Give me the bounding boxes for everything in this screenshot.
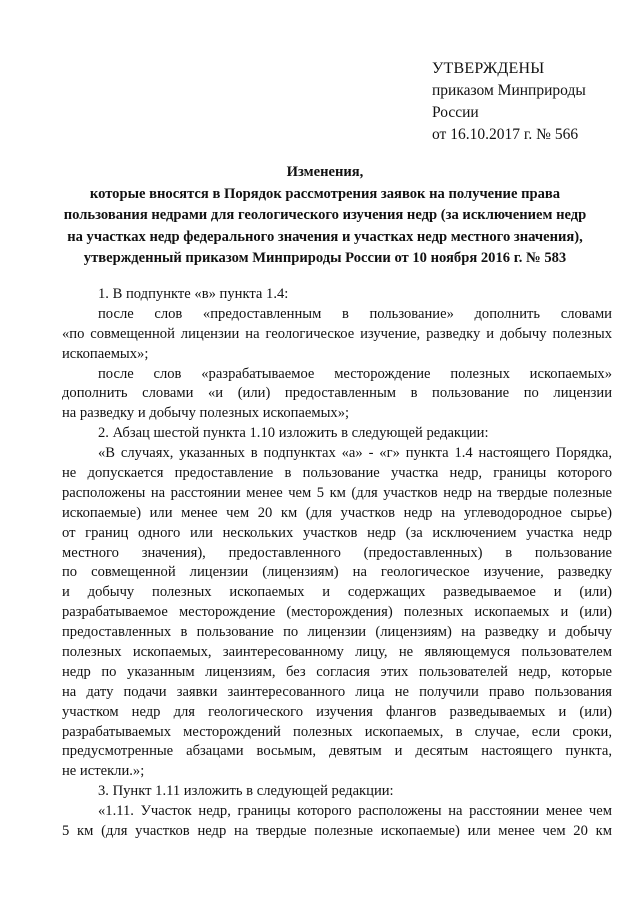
body-line: и добычу полезных ископаемых и содержащих разведываемое и (или) xyxy=(62,584,612,601)
document-title xyxy=(40,162,610,270)
body-line: не допускается предоставление в пользование участка недр, границы которого xyxy=(62,465,612,482)
body-line: полезных ископаемых, заинтересованному лицу, не являющемуся пользователем xyxy=(62,644,612,661)
body-line: 1. В подпункте «в» пункта 1.4: xyxy=(98,286,289,302)
title-line: Изменения, xyxy=(286,164,364,180)
body-line: ископаемых»; xyxy=(62,345,149,362)
body-line: «по совмещенной лицензии на геологическое изучение, разведку и добычу полезных xyxy=(62,325,612,342)
title-line: которые вносятся в Порядок рассмотрения заявок на получение права xyxy=(89,185,561,202)
body-line: местного значения), предоставленного (предоставленных) в пользование xyxy=(62,544,612,561)
title-line: пользования недрами для геологического изучения недр (за исключением недр xyxy=(63,207,587,223)
body-line: дополнить словами «и (или) предоставленным в пользование по лицензии xyxy=(62,385,612,402)
body-line: 3. Пункт 1.11 изложить в следующей редакции: xyxy=(98,783,394,800)
body-line: «1.11. Участок недр, границы которого расположены на расстоянии менее чем xyxy=(98,803,612,820)
body-line: после слов «предоставленным в пользование» дополнить словами xyxy=(98,305,612,322)
body-line: от границ одного или нескольких участков недр (за исключением участка недр xyxy=(62,524,612,541)
body-line: предусмотренные абзацами восьмым, девятым и десятым настоящего пункта, xyxy=(62,743,612,760)
body-line: разрабатываемое месторождение (месторождения) полезных ископаемых и (или) xyxy=(62,604,612,621)
approval-block xyxy=(432,58,632,146)
body-line: не истекли.»; xyxy=(62,763,145,780)
approval-line: приказом Минприроды xyxy=(432,82,586,99)
body-line: недр по указанным лицензиям, без согласия этих пользователей недр, которые xyxy=(62,663,612,680)
approval-line: от 16.10.2017 г. № 566 xyxy=(432,126,579,143)
approval-line: России xyxy=(432,104,479,121)
title-line: утвержденный приказом Минприроды России от 10 ноября 2016 г. № 583 xyxy=(83,250,567,266)
body-line: участком недр для геологического изучения флангов разведываемых и (или) xyxy=(62,703,612,720)
body-line: после слов «разрабатываемое месторождение полезных ископаемых» xyxy=(98,365,612,382)
body-line: разрабатываемых месторождений полезных ископаемых, в случае, если сроки, xyxy=(62,723,612,740)
body-line: предоставленных в пользование по лицензии (лицензиям) на разведку и добычу xyxy=(62,624,612,641)
document-body xyxy=(62,285,612,842)
approval-heading: УТВЕРЖДЕНЫ xyxy=(432,60,545,77)
body-line: 2. Абзац шестой пункта 1.10 изложить в следующей редакции: xyxy=(98,425,489,442)
body-line: расположены на расстоянии менее чем 5 км (для участков недр на твердые полезные xyxy=(62,484,612,501)
body-line: по совмещенной лицензии (лицензиям) на геологическое изучение, разведку xyxy=(62,564,612,581)
title-line: на участках недр федерального значения и участках недр местного значения), xyxy=(67,228,583,245)
body-line: на разведку и добычу полезных ископаемых»; xyxy=(62,405,350,422)
body-line: 5 км (для участков недр на твердые полезные ископаемые) или менее чем 20 км xyxy=(62,823,612,840)
body-line: на дату подачи заявки заинтересованного лица не получили право пользования xyxy=(62,683,612,700)
body-line: «В случаях, указанных в подпунктах «а» - «г» пункта 1.4 настоящего Порядка, xyxy=(98,445,612,462)
body-line: ископаемые) или менее чем 20 км (для участков недр на углеводородное сырье) xyxy=(62,504,612,521)
